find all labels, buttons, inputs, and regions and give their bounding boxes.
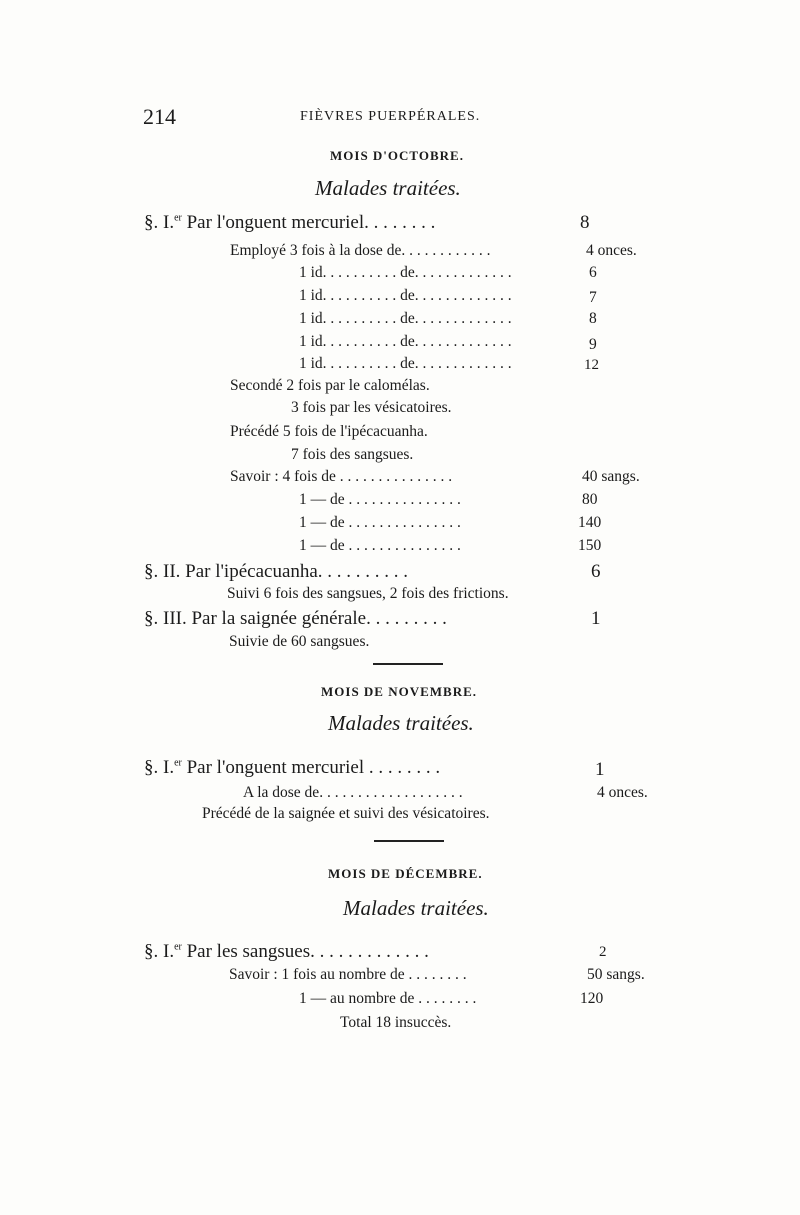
subtitle-november: Malades traitées. bbox=[328, 711, 474, 735]
section-divider bbox=[373, 663, 443, 665]
savoir-row-right: 80 bbox=[582, 491, 598, 508]
subtitle-december: Malades traitées. bbox=[343, 896, 489, 920]
section-3-note: Suivie de 60 sangsues. bbox=[229, 633, 370, 650]
december-row-right: 120 bbox=[580, 990, 604, 1007]
savoir-row-right: 40 sangs. bbox=[582, 468, 640, 485]
section-2-october: §. II. Par l'ipécacuanha. . . . . . . . . . bbox=[144, 561, 409, 582]
month-heading-october: MOIS D'OCTOBRE. bbox=[330, 148, 464, 163]
savoir-row-left: 1 — de . . . . . . . . . . . . . . . bbox=[299, 491, 461, 508]
dose-row-left: 1 id. . . . . . . . . . de. . . . . . . . . . . . . bbox=[299, 355, 512, 372]
section-marker-sup: er bbox=[174, 212, 182, 224]
dose-row-right: 6 bbox=[589, 264, 597, 281]
dose-row-left: A la dose de. . . . . . . . . . . . . . . . . . . bbox=[243, 784, 463, 801]
section-marker-sup: er bbox=[174, 941, 182, 953]
dose-row-right: 9 bbox=[589, 336, 597, 353]
section-1-october bbox=[144, 213, 435, 232]
seconde-line-1: Secondé 2 fois par le calomélas. bbox=[230, 377, 430, 394]
seconde-line-2: 3 fois par les vésicatoires. bbox=[291, 399, 452, 416]
section-label: Par l'onguent mercuriel . . . . . . . . bbox=[186, 757, 441, 778]
dose-row-right: 8 bbox=[589, 310, 597, 327]
section-marker: §. I. bbox=[144, 212, 175, 233]
month-heading-november: MOIS DE NOVEMBRE. bbox=[321, 684, 478, 699]
section-3-october: §. III. Par la saignée générale. . . . . . . . . bbox=[144, 608, 447, 629]
section-marker-sup: er bbox=[174, 757, 182, 769]
december-row-left: Savoir : 1 fois au nombre de . . . . . . . . bbox=[229, 966, 467, 983]
section-1-november-count: 1 bbox=[595, 759, 605, 780]
dose-row-left: Employé 3 fois à la dose de. . . . . . . . . . . . bbox=[230, 242, 491, 259]
section-1-october-count: 8 bbox=[580, 212, 590, 233]
section-divider bbox=[374, 840, 444, 842]
dose-row-right: 4 onces. bbox=[597, 784, 648, 801]
month-heading-december: MOIS DE DÉCEMBRE. bbox=[328, 866, 483, 881]
dose-row-left: 1 id. . . . . . . . . . de. . . . . . . . . . . . . bbox=[299, 287, 512, 304]
dose-row-right: 4 onces. bbox=[586, 242, 637, 259]
dose-row-left: 1 id. . . . . . . . . . de. . . . . . . . . . . . . bbox=[299, 333, 512, 350]
total-line: Total 18 insuccès. bbox=[340, 1014, 452, 1031]
dose-row-right: 7 bbox=[589, 289, 597, 306]
page-number: 214 bbox=[143, 104, 176, 129]
savoir-row-right: 150 bbox=[578, 537, 602, 554]
dose-row-right: 12 bbox=[584, 357, 599, 373]
precede-line-2: 7 fois des sangsues. bbox=[291, 446, 414, 463]
section-marker: §. I. bbox=[144, 941, 175, 962]
section-1-december bbox=[144, 942, 429, 961]
savoir-row-left: Savoir : 4 fois de . . . . . . . . . . . . . . . bbox=[230, 468, 453, 485]
section-marker: §. I. bbox=[144, 757, 175, 778]
running-title: FIÈVRES PUERPÉRALES. bbox=[300, 109, 481, 124]
subtitle-october: Malades traitées. bbox=[315, 176, 461, 200]
section-label: Par l'onguent mercuriel. . . . . . . . bbox=[186, 212, 436, 233]
section-2-note: Suivi 6 fois des sangsues, 2 fois des frictions. bbox=[227, 585, 509, 602]
precede-line-1: Précédé 5 fois de l'ipécacuanha. bbox=[230, 423, 428, 440]
section-2-october-count: 6 bbox=[591, 561, 601, 582]
november-note: Précédé de la saignée et suivi des vésicatoires. bbox=[202, 805, 490, 822]
savoir-row-left: 1 — de . . . . . . . . . . . . . . . bbox=[299, 514, 461, 531]
december-row-right: 50 sangs. bbox=[587, 966, 645, 983]
december-row-left: 1 — au nombre de . . . . . . . . bbox=[299, 990, 477, 1007]
section-1-december-count: 2 bbox=[599, 944, 607, 960]
section-3-october-count: 1 bbox=[591, 608, 601, 629]
section-1-november bbox=[144, 758, 440, 777]
savoir-row-right: 140 bbox=[578, 514, 602, 531]
section-label: Par les sangsues. . . . . . . . . . . . . bbox=[186, 941, 429, 962]
dose-row-left: 1 id. . . . . . . . . . de. . . . . . . . . . . . . bbox=[299, 264, 512, 281]
dose-row-left: 1 id. . . . . . . . . . de. . . . . . . . . . . . . bbox=[299, 310, 512, 327]
savoir-row-left: 1 — de . . . . . . . . . . . . . . . bbox=[299, 537, 461, 554]
